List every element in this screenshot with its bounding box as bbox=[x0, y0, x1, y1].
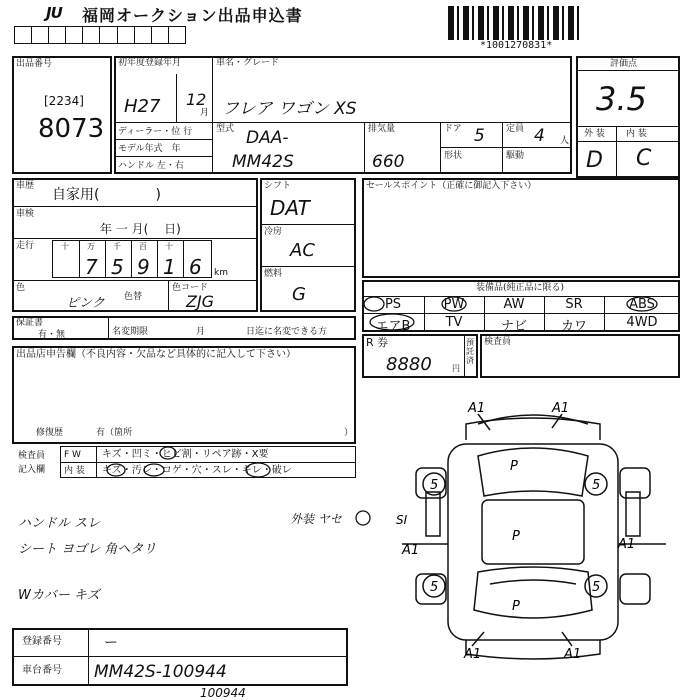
shaken-label: 車検 bbox=[16, 209, 35, 219]
ac-value: AC bbox=[290, 240, 315, 261]
model-year-label: モデル年式 年 bbox=[118, 144, 181, 154]
diagram-mark-6: SI bbox=[396, 513, 408, 527]
side-note-circle bbox=[354, 509, 374, 527]
diagram-mark-13: A1 bbox=[464, 647, 482, 662]
drive-label: 駆動 bbox=[506, 151, 525, 161]
chassis-value: MM42S-100944 bbox=[94, 662, 227, 682]
recycle-value: 8880 bbox=[386, 354, 432, 375]
color-change-label: 色替 bbox=[124, 292, 143, 302]
shift-value: DAT bbox=[270, 196, 310, 220]
options-title: 装備品(純正品に限る) bbox=[476, 283, 565, 293]
name-change-label: 名変期限 bbox=[112, 327, 149, 337]
mileage-digit-2: 5 bbox=[111, 255, 124, 279]
inspection-label-1: 検査員 bbox=[18, 451, 46, 461]
warranty-label: 保証書 bbox=[16, 318, 44, 328]
shaken-value: 年 一 月( 日) bbox=[100, 222, 181, 236]
sales-point-box bbox=[362, 178, 680, 278]
mileage-digit-4: 1 bbox=[163, 255, 176, 279]
name-change-note: 日迄に名変できる方 bbox=[246, 327, 328, 337]
displacement-value: 660 bbox=[372, 152, 405, 172]
displacement-label: 排気量 bbox=[368, 124, 396, 134]
model-type-label: 型式 bbox=[216, 124, 235, 134]
mileage-label: 走行 bbox=[16, 241, 35, 251]
diagram-mark-5: 5 bbox=[592, 478, 601, 493]
option-ps: PS bbox=[384, 297, 402, 312]
option-aw: AW bbox=[503, 297, 525, 312]
repair-value: 有（箇所 bbox=[96, 428, 133, 438]
recycle-unit: 円 bbox=[452, 364, 460, 373]
color-code-value: ZJG bbox=[186, 292, 215, 311]
barcode bbox=[448, 6, 583, 40]
registration-label: 登録番号 bbox=[22, 636, 62, 647]
report-label: 出品店申告欄（不良内容・欠品など具体的に記入して下さい） bbox=[16, 349, 296, 360]
inspection-row1: キズ・凹ミ・ヒビ割・リペア跡・X要 bbox=[102, 449, 269, 460]
diagram-mark-3: P bbox=[510, 459, 518, 474]
repair-label: 修復歴 bbox=[36, 428, 64, 438]
exterior-label: 外 装 bbox=[584, 129, 605, 139]
handle-label: ハンドル 左・右 bbox=[118, 161, 184, 171]
history-label: 車歴 bbox=[16, 181, 35, 191]
chassis-label: 車台番号 bbox=[22, 665, 62, 676]
diagram-mark-10: 5 bbox=[430, 580, 439, 595]
month-unit: 月 bbox=[200, 108, 210, 118]
inspection-row2: キズ・汚レ・コゲ・穴・スレ・キレ・破レ bbox=[102, 465, 292, 476]
warranty-value: 有・無 bbox=[38, 330, 66, 340]
option-leather: カワ bbox=[560, 319, 587, 334]
door-label: ドア bbox=[444, 124, 462, 134]
note-3: Wカバー キズ bbox=[18, 588, 100, 603]
option-pw: PW bbox=[443, 297, 465, 312]
inspection-row2-head: 内 装 bbox=[64, 466, 85, 476]
form-title: 福岡オークション出品申込書 bbox=[82, 6, 303, 25]
first-registration-label: 初年度登録年月 bbox=[118, 58, 182, 68]
mileage-place-5: 十 bbox=[165, 242, 173, 251]
header-checkbox-row bbox=[14, 26, 186, 44]
lot-bracket-code: [2234] bbox=[44, 94, 84, 108]
mileage-box bbox=[52, 240, 212, 278]
history-value: 自家用( ) bbox=[52, 187, 161, 203]
car-name-value: フレア ワゴン XS bbox=[222, 99, 357, 119]
fuel-label: 燃料 bbox=[264, 269, 283, 279]
diagram-mark-4: 5 bbox=[430, 478, 439, 493]
capacity-unit: 人 bbox=[560, 136, 570, 146]
mileage-place-2: 万 bbox=[87, 242, 95, 251]
capacity-value: 4 bbox=[534, 126, 545, 146]
option-circles bbox=[362, 296, 680, 332]
first-registration-month: 12 bbox=[186, 90, 207, 109]
shape-label: 形状 bbox=[444, 151, 463, 161]
option-navi: ナビ bbox=[500, 319, 527, 334]
mileage-unit: km bbox=[214, 268, 228, 278]
model-type-value: MM42S bbox=[232, 152, 294, 172]
side-note: 外装 ヤセ bbox=[290, 512, 342, 526]
diagram-mark-12: P bbox=[512, 599, 520, 614]
diagram-mark-7: A1 bbox=[402, 543, 420, 558]
car-damage-diagram bbox=[386, 396, 680, 662]
diagram-mark-2: A1 bbox=[552, 401, 570, 416]
inspection-label-2: 記入欄 bbox=[18, 465, 46, 475]
evaluation-label: 評価点 bbox=[610, 59, 638, 69]
mileage-digit-3: 9 bbox=[137, 255, 150, 279]
inspection-row1-head: F W bbox=[64, 450, 81, 460]
inspector-label: 検査員 bbox=[484, 337, 512, 347]
option-tv: TV bbox=[445, 315, 463, 330]
ju-logo: JU bbox=[46, 4, 62, 22]
diagram-mark-11: 5 bbox=[592, 580, 601, 595]
barcode-number: *1001270831* bbox=[480, 40, 553, 51]
deposit-label: 預託済 bbox=[466, 338, 474, 365]
color-label: 色 bbox=[16, 283, 26, 293]
sales-point-label: セールスポイント（正確に御記入下さい） bbox=[366, 181, 537, 191]
note-1: ハンドル スレ bbox=[18, 516, 101, 531]
capacity-label: 定員 bbox=[506, 124, 525, 134]
lot-label: 出品番号 bbox=[16, 59, 53, 69]
recycle-label: R 券 bbox=[366, 336, 389, 349]
diagram-mark-14: A1 bbox=[564, 647, 582, 662]
exterior-grade: D bbox=[586, 148, 603, 173]
option-abs: ABS bbox=[629, 297, 655, 312]
car-name-label: 車名・グレード bbox=[216, 58, 280, 68]
chassis-extra: 100944 bbox=[200, 686, 246, 700]
shift-label: シフト bbox=[264, 181, 292, 191]
evaluation-score: 3.5 bbox=[596, 80, 647, 118]
lot-number: 8073 bbox=[38, 114, 105, 144]
color-code-label: 色コード bbox=[172, 283, 209, 293]
option-sr: SR bbox=[565, 297, 583, 312]
mileage-place-4: 百 bbox=[139, 242, 147, 251]
fuel-value: G bbox=[292, 284, 306, 305]
interior-label: 内 装 bbox=[626, 129, 647, 139]
ac-label: 冷房 bbox=[264, 227, 283, 237]
interior-grade: C bbox=[636, 146, 652, 171]
registration-value: ー bbox=[104, 635, 118, 651]
diagram-mark-8: A1 bbox=[618, 537, 636, 552]
note-2: シート ヨゴレ 角ヘタリ bbox=[18, 542, 157, 557]
mileage-digit-5: 6 bbox=[189, 255, 202, 279]
diagram-mark-1: A1 bbox=[468, 401, 486, 416]
mileage-place-1: 十 bbox=[61, 242, 69, 251]
repair-close: ） bbox=[344, 428, 354, 438]
option-4wd: 4WD bbox=[626, 315, 658, 330]
mileage-place-3: 千 bbox=[113, 242, 121, 251]
report-box bbox=[12, 346, 356, 444]
color-value: ピンク bbox=[66, 296, 105, 311]
name-change-unit: 月 bbox=[196, 327, 206, 337]
model-type-prefix: DAA- bbox=[246, 128, 289, 148]
mileage-digit-1: 7 bbox=[85, 255, 98, 279]
dealer-label: ディーラー・位 行 bbox=[118, 127, 193, 137]
first-registration-year: H27 bbox=[124, 96, 161, 117]
diagram-mark-9: P bbox=[512, 529, 520, 544]
door-value: 5 bbox=[474, 126, 485, 146]
option-airbag: エアB bbox=[375, 319, 411, 334]
inspection-circles bbox=[96, 446, 356, 478]
